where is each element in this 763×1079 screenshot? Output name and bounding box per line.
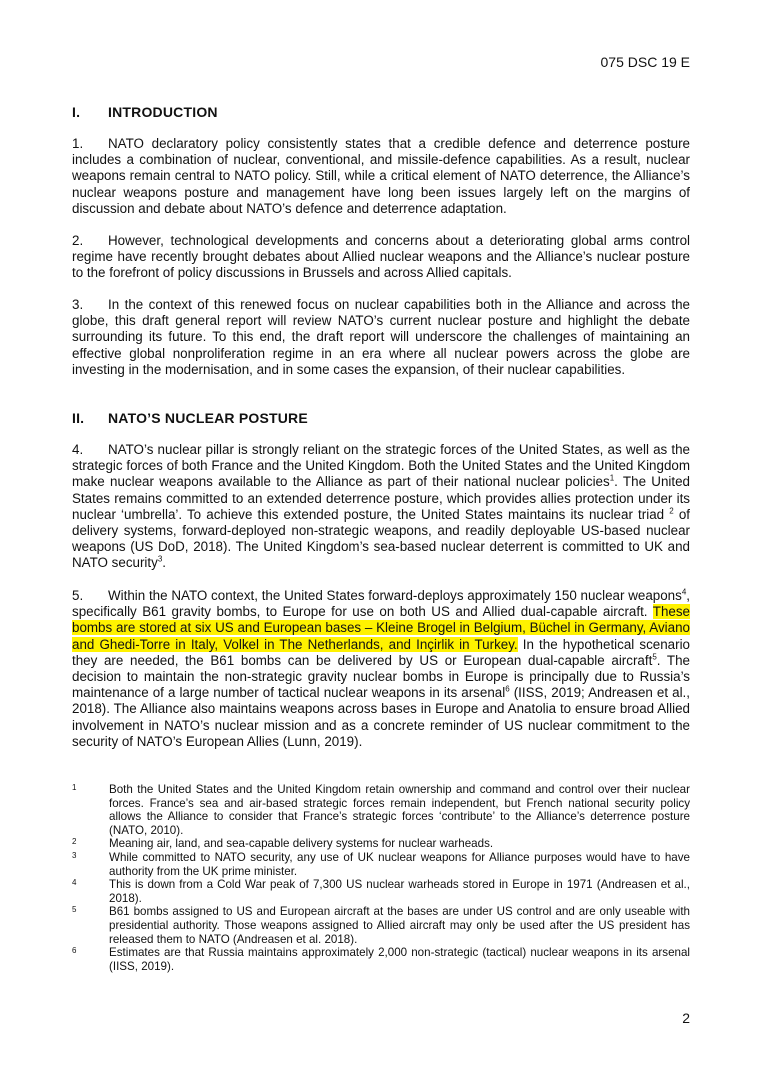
paragraph-number: 3. bbox=[72, 297, 84, 312]
footnote-ref[interactable]: 1 bbox=[609, 473, 615, 483]
footnote-ref[interactable]: 6 bbox=[505, 684, 510, 694]
paragraph-text: (IISS, 2019; Andreasen et al., 2018). The Alliance also maintains weapons across bases in Europe and Anatolia to ensure broad Allied involvement in NATO’s nuclear mission and as a concrete reminder of US nuclear commitment to the security of NATO’s European Allies (Lunn, 2019). bbox=[72, 685, 690, 749]
footnote-number: 1 bbox=[72, 783, 77, 792]
footnote-ref[interactable]: 5 bbox=[652, 652, 657, 662]
paragraph-text: In the context of this renewed focus on nuclear capabilities both in the Alliance and across the globe, this draft general report will review NATO’s current nuclear posture and highlight the debate surrounding its future. To this end, the draft report will underscore the challenges of maintaining an effective global nonproliferation regime in an era where all nuclear powers across the globe are investing in the modernisation, and in some cases the expansion, of their nuclear capabilities. bbox=[72, 297, 690, 377]
paragraph-5 bbox=[72, 588, 690, 750]
section-number: I. bbox=[72, 104, 81, 120]
section-title: INTRODUCTION bbox=[108, 104, 218, 120]
footnote bbox=[72, 905, 690, 946]
section-heading-nuclear-posture bbox=[72, 410, 308, 426]
footnote-number: 4 bbox=[72, 878, 77, 888]
paragraph-2 bbox=[72, 233, 690, 282]
paragraph-3 bbox=[72, 297, 690, 378]
paragraph-text: NATO declaratory policy consistently states that a credible defence and deterrence posture includes a combination of nuclear, conventional, and missile-defence capabilities. As a result, nuclear weapons remain central to NATO policy. Still, while a critical element of NATO deterrence, the Alliance’s nuclear weapons posture and management have long been issues largely left on the margins of discussion and debate about NATO’s defence and deterrence adaptation. bbox=[72, 136, 690, 216]
highlighted-text: These bombs are stored at six US and European bases – Kleine Brogel in Belgium, Büchel in Germany, Aviano and Ghedi-Torre in Italy, Volkel in The Netherlands, and Inçirlik in Turkey. bbox=[72, 604, 690, 652]
paragraph-text: NATO’s nuclear pillar is strongly reliant on the strategic forces of the United States, as well as the strategic forces of both France and the United Kingdom. Both the United States and the United Kingdom make nuclear weapons available to the Alliance as part of their national nuclear policies bbox=[72, 442, 690, 490]
footnote-ref[interactable]: 2 bbox=[669, 506, 674, 516]
footnote bbox=[72, 851, 690, 878]
paragraph-text: In the hypothetical scenario they are needed, the B61 bombs can be delivered by US or European dual-capable aircraft bbox=[72, 636, 690, 668]
footnote-text: Meaning air, land, and sea-capable delivery systems for nuclear warheads. bbox=[109, 837, 494, 851]
document-reference: 075 DSC 19 E bbox=[600, 54, 690, 70]
footnote-text: While committed to NATO security, any use of UK nuclear weapons for Alliance purposes would have to have authority from the UK prime minister. bbox=[109, 850, 690, 878]
section-heading-introduction bbox=[72, 104, 218, 120]
paragraph-text: However, technological developments and concerns about a deteriorating global arms control regime have recently brought debates about Allied nuclear weapons and the Alliance’s nuclear posture to the forefront of policy discussions in Brussels and across Allied capitals. bbox=[72, 233, 690, 281]
paragraph-number: 4. bbox=[72, 442, 84, 457]
footnote-ref[interactable]: 4 bbox=[681, 587, 687, 597]
footnote-text: Estimates are that Russia maintains approximately 2,000 non-strategic (tactical) nuclear weapons in its arsenal (IISS, 2019). bbox=[109, 946, 690, 973]
paragraph-text: of delivery systems, forward-deployed non-strategic weapons, and readily deployable US-based nuclear weapons (US DoD, 2018). The United Kingdom’s sea-based nuclear deterrent is committed to UK and NATO security bbox=[72, 506, 690, 571]
paragraph-1 bbox=[72, 136, 690, 217]
page-number: 2 bbox=[682, 1010, 690, 1026]
paragraph-number: 2. bbox=[72, 233, 84, 248]
footnote bbox=[72, 837, 690, 851]
footnote-text: B61 bombs assigned to US and European aircraft at the bases are under US control and are only useable with presidential authority. Those weapons assigned to Allied aircraft may only be used after the US president has released them to NATO (Andreasen et al. 2018). bbox=[109, 905, 690, 946]
section-number: II. bbox=[72, 410, 85, 426]
paragraph-number: 5. bbox=[72, 588, 84, 603]
footnotes bbox=[72, 783, 690, 973]
paragraph-4 bbox=[72, 442, 690, 572]
footnote-number: 5 bbox=[72, 905, 77, 915]
footnote-number: 3 bbox=[72, 850, 77, 860]
paragraph-text: . The United States remains committed to an extended deterrence posture, which provides allies protection under its nuclear ‘umbrella’. To achieve this extended posture, the United States maintains its nuclear triad bbox=[72, 474, 691, 522]
footnote bbox=[72, 878, 690, 905]
paragraph-text: Within the NATO context, the United States forward-deploys approximately 150 nuclear weapons bbox=[108, 588, 682, 603]
footnote-number: 2 bbox=[72, 837, 77, 847]
footnote bbox=[72, 946, 690, 973]
paragraph-text: . bbox=[162, 555, 167, 571]
section-title: NATO’S NUCLEAR POSTURE bbox=[108, 410, 308, 426]
paragraph-text: . The decision to maintain the non-strategic gravity nuclear bombs in Europe is principally due to Russia’s maintenance of a large number of tactical nuclear weapons in its arsenal bbox=[72, 652, 690, 701]
paragraph-text: , specifically B61 gravity bombs, to Europe for use on both US and Allied dual-capable aircraft. bbox=[72, 588, 690, 620]
footnote bbox=[72, 783, 690, 837]
footnote-text: Both the United States and the United Kingdom retain ownership and command and control over their nuclear forces. France’s sea and air-based strategic forces remain independent, but French national security policy allows the Alliance to consider that France’s strategic forces ‘contribute’ to the Alliance’s deterrence posture (NATO, 2010). bbox=[109, 783, 690, 837]
paragraph-number: 1. bbox=[72, 136, 84, 151]
footnote-ref[interactable]: 3 bbox=[157, 554, 163, 564]
footnote-text: This is down from a Cold War peak of 7,300 US nuclear warheads stored in Europe in 1971 (Andreasen et al., 2018). bbox=[109, 878, 690, 905]
footnote-number: 6 bbox=[72, 946, 77, 956]
